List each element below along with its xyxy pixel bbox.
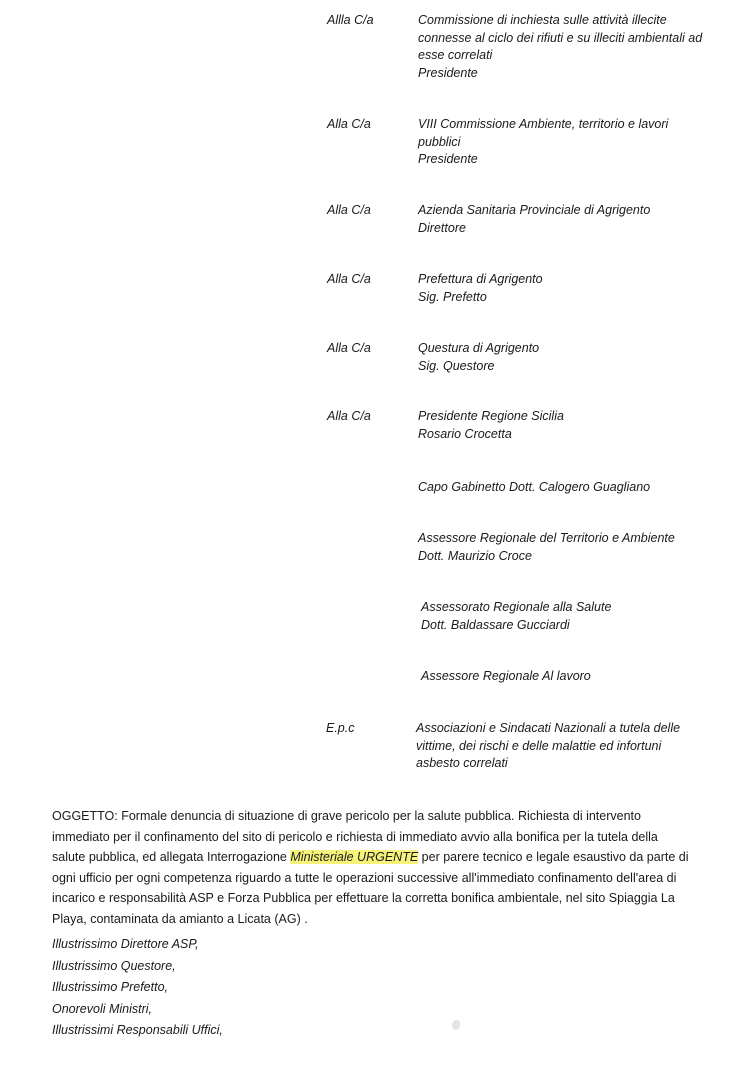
address-line: Questura di Agrigento bbox=[418, 341, 540, 355]
address-line: asbesto correlati bbox=[416, 756, 508, 770]
subject-line: Playa, contaminata da amianto a Licata (AG) . bbox=[52, 911, 308, 926]
recipient-label: Alla C/a bbox=[327, 341, 371, 355]
urgent-highlight: Ministeriale URGENTE bbox=[290, 850, 419, 864]
address-line: pubblici bbox=[418, 134, 461, 149]
recipient-label: Alla C/a bbox=[327, 203, 371, 217]
subject-paragraph bbox=[52, 806, 728, 929]
address-line: VIII Commissione Ambiente, territorio e lavori bbox=[418, 117, 669, 131]
address-line: Associazioni e Sindacati Nazionali a tutela delle bbox=[416, 721, 681, 735]
subject-text: per parere tecnico e legale esaustivo da parte di bbox=[418, 850, 689, 864]
address-line: Presidente Regione Sicilia bbox=[418, 409, 564, 423]
recipient-label: Alla C/a bbox=[327, 409, 371, 423]
recipient-address bbox=[418, 271, 718, 306]
recipient-label: Alla C/a bbox=[327, 272, 371, 286]
address-line: Prefettura di Agrigento bbox=[418, 272, 543, 286]
recipient-address bbox=[418, 12, 718, 82]
address-line: Commissione di inchiesta sulle attività illecite bbox=[418, 13, 667, 27]
recipient-address bbox=[418, 479, 718, 497]
address-line: Direttore bbox=[418, 220, 466, 235]
recipient-label: E.p.c bbox=[326, 721, 355, 735]
recipient-label: Alla C/a bbox=[327, 117, 371, 131]
recipient-address bbox=[421, 599, 721, 634]
recipient-address bbox=[418, 202, 718, 237]
address-line: Sig. Prefetto bbox=[418, 289, 487, 304]
address-line: connesse al ciclo dei rifiuti e su illeciti ambientali ad bbox=[418, 30, 703, 45]
address-line: Dott. Maurizio Croce bbox=[418, 548, 532, 563]
salutation-line: Illustrissimo Direttore ASP, bbox=[52, 937, 199, 951]
recipient-address bbox=[418, 408, 718, 443]
subject-line: immediato per il confinamento del sito di pericolo e richiesta di immediato avvio alla bonifica per la tutela della bbox=[52, 829, 658, 844]
salutation-line: Illustrissimi Responsabili Uffici, bbox=[52, 1023, 223, 1037]
address-line: Assessorato Regionale alla Salute bbox=[421, 600, 612, 614]
recipient-address bbox=[421, 668, 721, 686]
address-line: Sig. Questore bbox=[418, 358, 495, 373]
scan-speck bbox=[452, 1020, 460, 1030]
address-line: Dott. Baldassare Gucciardi bbox=[421, 617, 570, 632]
address-line: vittime, dei rischi e delle malattie ed infortuni bbox=[416, 738, 662, 753]
salutation-line: Illustrissimo Questore, bbox=[52, 958, 176, 973]
subject-line: ogni ufficio per ogni competenza riguardo a tutte le operazioni successive all'immediato confinamento dell'area di bbox=[52, 870, 677, 885]
recipient-label: Allla C/a bbox=[327, 13, 374, 27]
address-line: Presidente bbox=[418, 65, 478, 80]
subject-line bbox=[52, 847, 728, 868]
address-line: Assessore Regionale del Territorio e Ambiente bbox=[418, 531, 675, 545]
recipient-address bbox=[418, 530, 718, 565]
salutation-line: Onorevoli Ministri, bbox=[52, 1001, 153, 1016]
subject-text: salute pubblica, ed allegata Interrogazione bbox=[52, 850, 291, 864]
address-line: Capo Gabinetto Dott. Calogero Guagliano bbox=[418, 480, 651, 494]
recipient-address bbox=[418, 340, 718, 375]
recipient-address bbox=[418, 116, 718, 169]
address-line: Presidente bbox=[418, 152, 478, 166]
address-line: Rosario Crocetta bbox=[418, 426, 512, 441]
subject-line: OGGETTO: Formale denuncia di situazione di grave pericolo per la salute pubblica. Richiesta di intervento bbox=[52, 809, 641, 823]
salutation-line: Illustrissimo Prefetto, bbox=[52, 980, 169, 994]
address-line: esse correlati bbox=[418, 48, 493, 62]
salutations bbox=[52, 934, 223, 1042]
address-line: Azienda Sanitaria Provinciale di Agrigento bbox=[418, 203, 651, 217]
subject-line: incarico e responsabilità ASP e Forza Pubblica per effettuare la corretta bonifica ambientale, nel sito Spiaggia La bbox=[52, 891, 675, 905]
address-line: Assessore Regionale Al lavoro bbox=[421, 669, 591, 683]
recipient-address bbox=[416, 720, 716, 773]
